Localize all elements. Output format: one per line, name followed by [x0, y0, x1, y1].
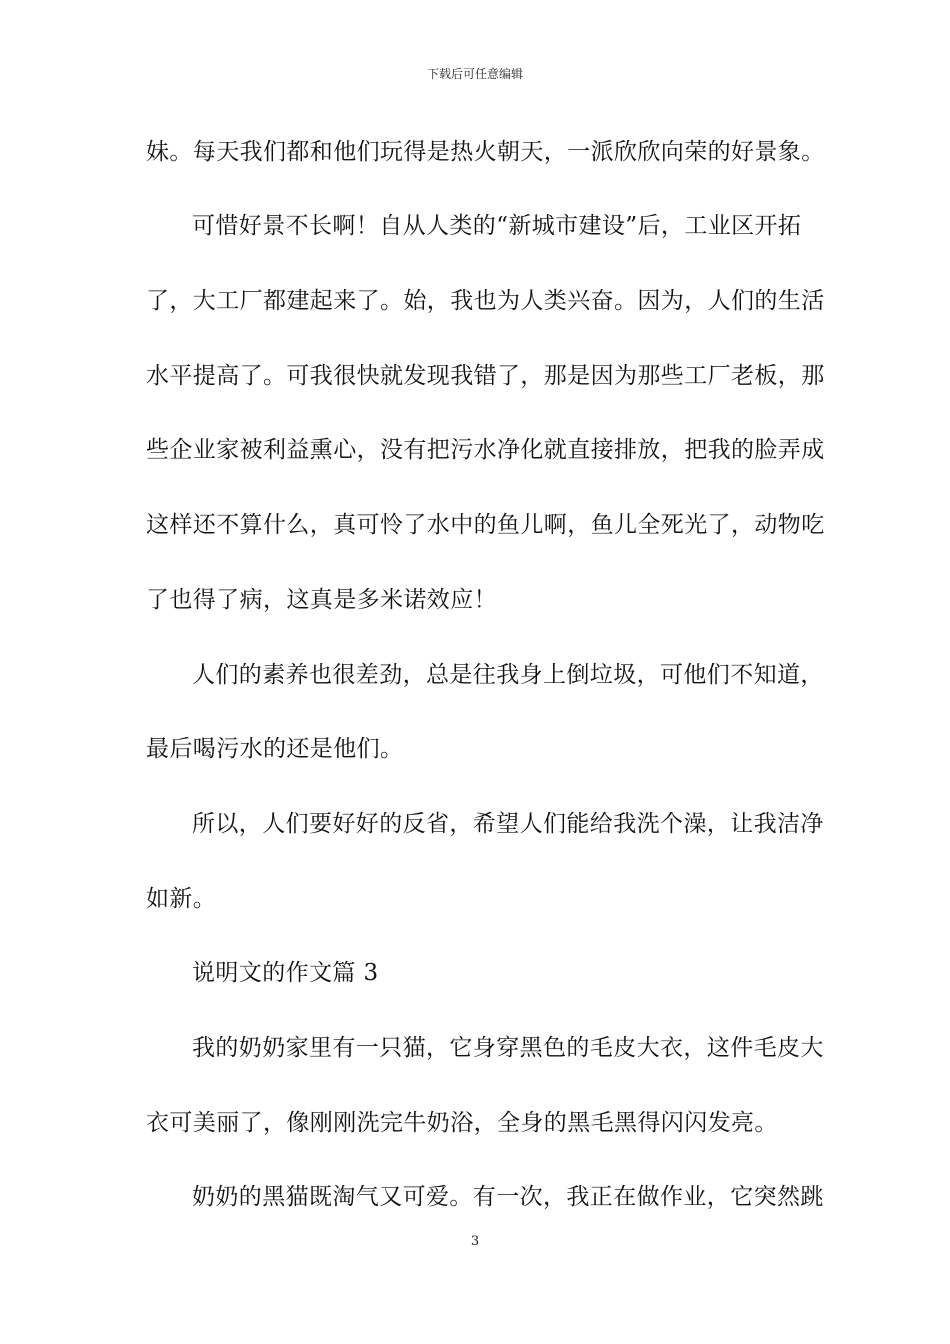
text-line: 了也得了病，这真是多米诺效应！ — [146, 587, 497, 613]
text-line: 奶奶的黑猫既淘气又可爱。有一次，我正在做作业，它突然跳 — [192, 1184, 824, 1210]
text-line: 最后喝污水的还是他们。 — [146, 736, 404, 762]
section-heading: 说明文的作文篇 3 — [192, 960, 379, 986]
text-line: 这样还不算什么，真可怜了水中的鱼儿啊，鱼儿全死光了，动物吃 — [146, 512, 825, 538]
text-line: 了，大工厂都建起来了。始，我也为人类兴奋。因为，人们的生活 — [146, 288, 825, 314]
text-line: 可惜好景不长啊！自从人类的“新城市建设”后，工业区开拓 — [192, 213, 802, 239]
text-line: 衣可美丽了，像刚刚洗完牛奶浴，全身的黑毛黑得闪闪发亮。 — [146, 1110, 778, 1136]
text-line: 所以，人们要好好的反省，希望人们能给我洗个澡，让我洁净 — [192, 811, 824, 837]
text-line: 些企业家被利益熏心，没有把污水净化就直接排放，把我的脸弄成 — [146, 437, 825, 463]
page-number: 3 — [470, 1234, 480, 1249]
text-line: 我的奶奶家里有一只猫，它身穿黑色的毛皮大衣，这件毛皮大 — [192, 1035, 824, 1061]
text-line: 如新。 — [146, 886, 217, 912]
text-line: 人们的素养也很差劲，总是往我身上倒垃圾，可他们不知道， — [192, 662, 824, 688]
page-header: 下载后可任意编辑 — [426, 67, 523, 81]
text-line: 妹。每天我们都和他们玩得是热火朝天，一派欣欣向荣的好景象。 — [146, 139, 825, 165]
text-line: 水平提高了。可我很快就发现我错了，那是因为那些工厂老板，那 — [146, 363, 825, 389]
